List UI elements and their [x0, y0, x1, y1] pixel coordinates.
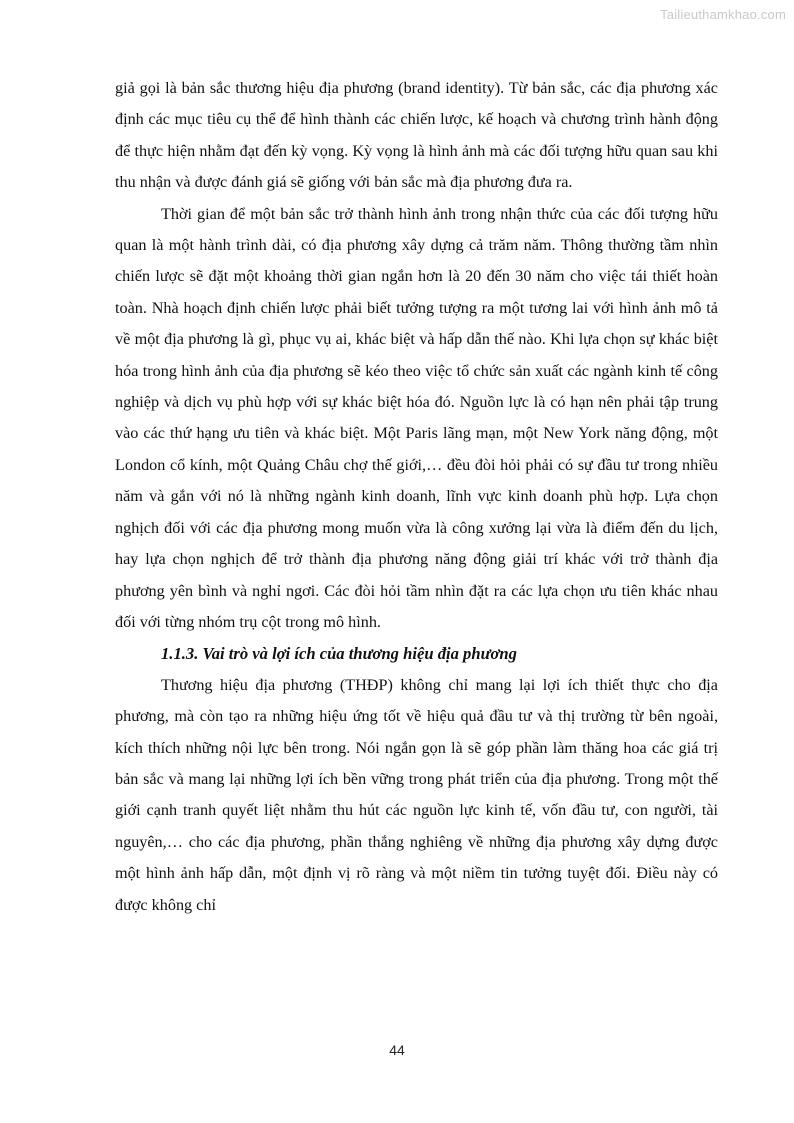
- paragraph-strategic-vision: Thời gian để một bản sắc trở thành hình ảnh trong nhận thức của các đối tượng hữu quan là một hành trình dài, có địa phương xây dựng cả trăm năm. Thông thường tầm nhìn chiến lược sẽ đặt một khoảng thời gian ngắn hơn là 20 đến 30 năm cho việc tái thiết hoàn toàn. Nhà hoạch định chiến lược phải biết tưởng tượng ra một tương lai với hình ảnh mô tả về một địa phương là gì, phục vụ ai, khác biệt và hấp dẫn thế nào. Khi lựa chọn sự khác biệt hóa trong hình ảnh của địa phương sẽ kéo theo việc tổ chức sản xuất các ngành kinh tế công nghiệp và dịch vụ phù hợp với sự khác biệt hóa đó. Nguồn lực là có hạn nên phải tập trung vào các thứ hạng ưu tiên và khác biệt. Một Paris lãng mạn, một New York năng động, một London cổ kính, một Quảng Châu chợ thế giới,… đều đòi hỏi phải có sự đầu tư trong nhiều năm và gắn với nó là những ngành kinh doanh, lĩnh vực kinh doanh phù hợp. Lựa chọn nghịch đối với các địa phương mong muốn vừa là công xưởng lại vừa là điểm đến du lịch, hay lựa chọn nghịch để trở thành địa phương năng động giải trí khác với trở thành địa phương yên bình và nghỉ ngơi. Các đòi hỏi tầm nhìn đặt ra các lựa chọn ưu tiên khác nhau đối với từng nhóm trụ cột trong mô hình.: [115, 204, 718, 631]
- section-heading: 1.1.3. Vai trò và lợi ích của thương hiệu địa phương: [161, 644, 517, 664]
- watermark-text: Tailieuthamkhao.com: [660, 7, 786, 22]
- page-body: [115, 73, 718, 921]
- paragraph-brand-identity: giả gọi là bản sắc thương hiệu địa phương (brand identity). Từ bản sắc, các địa phương xác định các mục tiêu cụ thể để hình thành các chiến lược, kế hoạch và chương trình hành động để thực hiện nhằm đạt đến kỳ vọng. Kỳ vọng là hình ảnh mà các đối tượng hữu quan sau khi thu nhận và được đánh giá sẽ giống với bản sắc mà địa phương đưa ra.: [115, 79, 718, 192]
- paragraph-brand-benefits: Thương hiệu địa phương (THĐP) không chỉ mang lại lợi ích thiết thực cho địa phương, mà còn tạo ra những hiệu ứng tốt về hiệu quả đầu tư và thị trường từ bên ngoài, kích thích những nội lực bên trong. Nói ngắn gọn là sẽ góp phần làm thăng hoa các giá trị bản sắc và mang lại những lợi ích bền vững trong phát triển của địa phương. Trong một thế giới cạnh tranh quyết liệt nhằm thu hút các nguồn lực kinh tế, vốn đầu tư, con người, tài nguyên,… cho các địa phương, phần thắng nghiêng về những địa phương xây dựng được một hình ảnh hấp dẫn, một định vị rõ ràng và một niềm tin tưởng tuyệt đối. Điều này có được không chỉ: [115, 675, 718, 914]
- page-number: 44: [389, 1042, 405, 1058]
